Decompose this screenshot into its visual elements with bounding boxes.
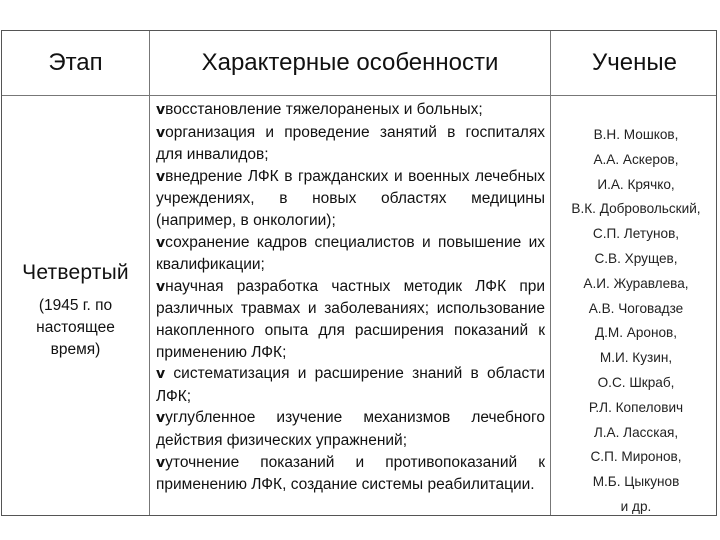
- stage-cell: [2, 95, 149, 515]
- feature-item: v систематизация и расширение знаний в области ЛФК;: [156, 363, 545, 407]
- header-features: Характерные особенности: [201, 49, 499, 76]
- scientist-name: С.В. Хрущев,: [594, 250, 678, 266]
- column-divider-1: [149, 31, 150, 515]
- feature-item: v организация и проведение занятий в госпиталях для инвалидов;: [156, 122, 545, 166]
- header-stage: Этап: [48, 49, 103, 76]
- scientist-name: Д.М. Аронов,: [594, 325, 678, 341]
- feature-item: v внедрение ЛФК в гражданских и военных лечебных учреждениях, в новых областях медицины (например, в онкологии);: [156, 166, 545, 232]
- scientist-name: М.Б. Цыкунов: [592, 474, 680, 490]
- feature-item: v углубленное изучение механизмов лечебного действия физических упражнений;: [156, 407, 545, 451]
- scientist-name: А.И. Журавлева,: [583, 275, 689, 291]
- stage-name: Четвертый: [22, 261, 129, 284]
- history-table: [1, 30, 717, 516]
- scientist-name: Р.Л. Копелович: [588, 399, 684, 415]
- column-divider-2: [550, 31, 551, 515]
- feature-item: v научная разработка частных методик ЛФК при различных травмах и заболеваниях; использование накопленного опыта для расширения показаний к применению ЛФК;: [156, 276, 545, 363]
- scientist-name: О.С. Шкраб,: [597, 374, 675, 390]
- scientist-name: С.П. Летунов,: [592, 226, 680, 242]
- scientist-name: М.И. Кузин,: [599, 350, 673, 366]
- scientist-name: А.А. Аскеров,: [593, 151, 679, 167]
- scientist-name: В.К. Добровольский,: [571, 201, 701, 217]
- scientist-name: и др.: [620, 498, 652, 514]
- feature-item: v сохранение кадров специалистов и повышение их квалификации;: [156, 232, 545, 276]
- scientists-list: [554, 123, 718, 520]
- scientist-name: В.Н. Мошков,: [593, 127, 679, 142]
- scientist-name: Л.А. Ласская,: [593, 424, 679, 440]
- feature-item: v уточнение показаний и противопоказаний к применению ЛФК, создание системы реабилитации.: [156, 452, 545, 496]
- scientist-name: И.А. Крячко,: [597, 176, 675, 192]
- scientist-name: А.В. Чоговадзе: [588, 300, 684, 316]
- feature-item: v восстановление тяжелораненых и больных;: [156, 99, 545, 122]
- header-scientists: Ученые: [592, 49, 677, 76]
- stage-period: (1945 г. по настоящее время): [36, 297, 115, 358]
- features-list: [156, 99, 545, 496]
- scientist-name: С.П. Миронов,: [590, 449, 682, 465]
